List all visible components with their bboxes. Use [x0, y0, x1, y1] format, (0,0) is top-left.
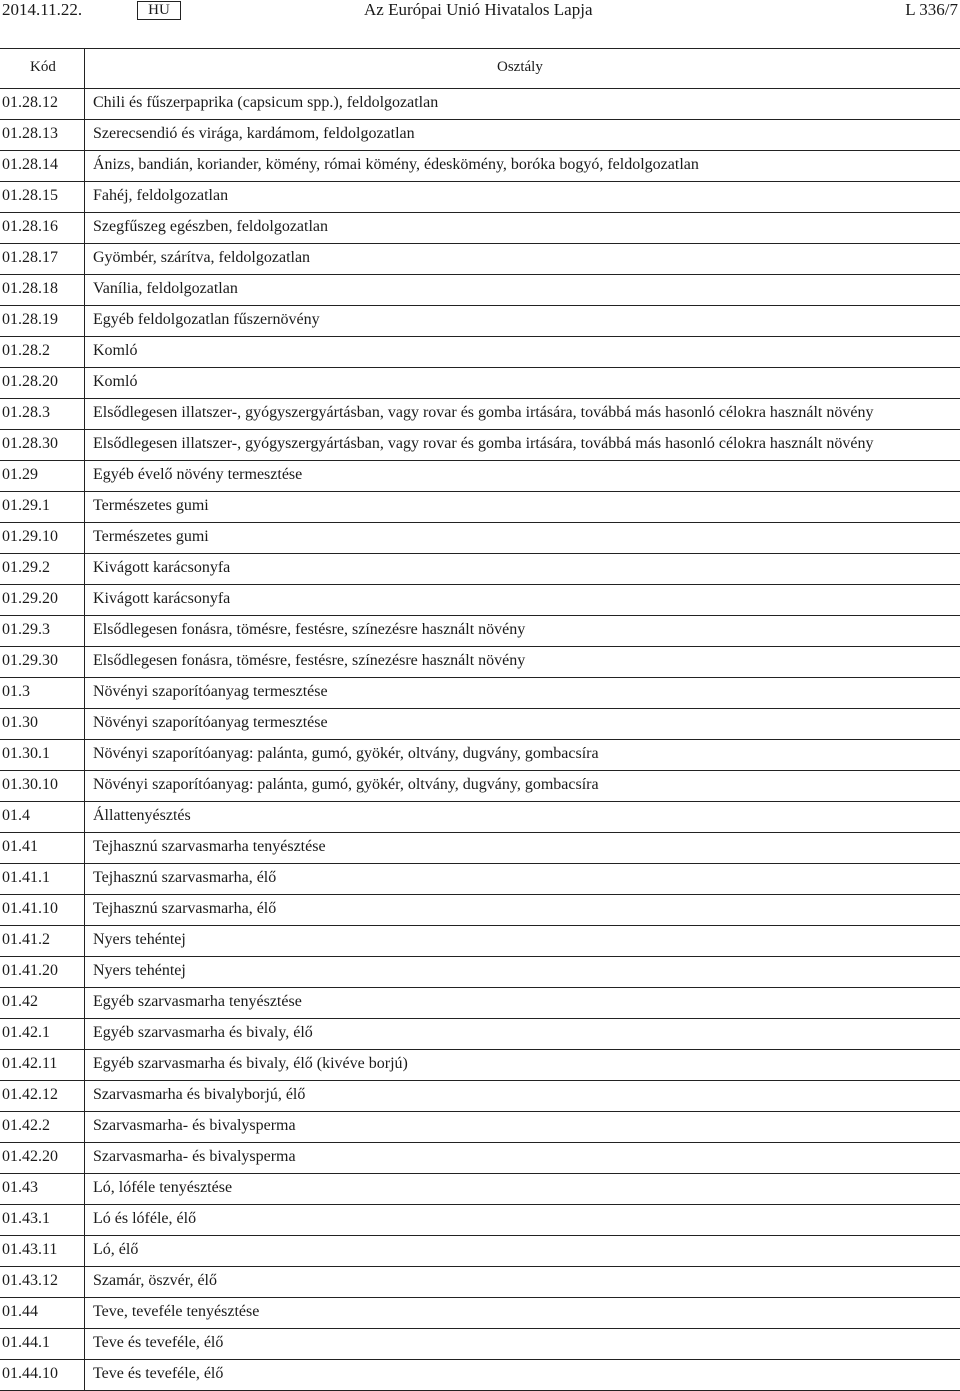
column-divider — [84, 1267, 85, 1297]
column-divider — [84, 585, 85, 615]
column-divider — [84, 1112, 85, 1142]
row-code: 01.28.16 — [2, 218, 58, 235]
row-code: 01.30 — [2, 714, 38, 731]
row-description: Ló és lóféle, élő — [93, 1210, 197, 1227]
row-description: Növényi szaporítóanyag termesztése — [93, 683, 328, 700]
row-code: 01.3 — [2, 683, 30, 700]
table-row — [0, 1328, 960, 1359]
column-divider — [84, 1019, 85, 1049]
table-row — [0, 1049, 960, 1080]
row-description: Elsődlegesen fonásra, tömésre, festésre, színezésre használt növény — [93, 621, 526, 638]
column-divider — [84, 1298, 85, 1328]
column-divider — [84, 337, 85, 367]
row-description: Vanília, feldolgozatlan — [93, 280, 238, 297]
table-row — [0, 181, 960, 212]
row-description: Elsődlegesen illatszer-, gyógyszergyártásban, vagy rovar és gomba irtására, továbbá más hasonló célokra használt növény — [93, 435, 874, 452]
table-row — [0, 1018, 960, 1049]
table-row — [0, 863, 960, 894]
column-divider — [84, 1360, 85, 1390]
page-number: L 336/7 — [905, 0, 958, 19]
column-divider — [84, 399, 85, 429]
row-code: 01.41.2 — [2, 931, 50, 948]
table-row — [0, 522, 960, 553]
row-code: 01.42.11 — [2, 1055, 58, 1072]
row-description: Szarvasmarha- és bivalysperma — [93, 1117, 296, 1134]
column-divider — [84, 306, 85, 336]
row-code: 01.29.2 — [2, 559, 50, 576]
column-divider — [84, 368, 85, 398]
row-code: 01.29.1 — [2, 497, 50, 514]
classification-table — [0, 88, 960, 1391]
table-row — [0, 615, 960, 646]
row-description: Ló, lóféle tenyésztése — [93, 1179, 233, 1196]
row-code: 01.41.20 — [2, 962, 58, 979]
row-description: Tejhasznú szarvasmarha tenyésztése — [93, 838, 326, 855]
column-divider — [84, 213, 85, 243]
row-code: 01.42.20 — [2, 1148, 58, 1165]
row-description: Állattenyésztés — [93, 807, 191, 824]
table-row — [0, 398, 960, 429]
row-description: Teve és tevefélе, élő — [93, 1365, 224, 1382]
row-description: Szarvasmarha és bivalyborjú, élő — [93, 1086, 306, 1103]
table-row — [0, 1142, 960, 1173]
table-top-rule — [0, 48, 960, 49]
row-description: Szegfűszeg egészben, feldolgozatlan — [93, 218, 329, 235]
row-code: 01.28.30 — [2, 435, 58, 452]
column-divider — [84, 1329, 85, 1359]
row-description: Gyömbér, szárítva, feldolgozatlan — [93, 249, 311, 266]
table-row — [0, 832, 960, 863]
row-code: 01.28.17 — [2, 249, 58, 266]
row-code: 01.30.10 — [2, 776, 58, 793]
row-description: Teve és tevefélе, élő — [93, 1334, 224, 1351]
row-description: Nyers tehéntej — [93, 931, 186, 948]
row-code: 01.28.20 — [2, 373, 58, 390]
table-row — [0, 212, 960, 243]
column-divider — [84, 89, 85, 119]
column-divider — [84, 678, 85, 708]
column-divider — [84, 1050, 85, 1080]
row-code: 01.44.10 — [2, 1365, 58, 1382]
row-code: 01.28.19 — [2, 311, 58, 328]
row-description: Teve, tevefélе tenyésztése — [93, 1303, 260, 1320]
table-row — [0, 646, 960, 677]
column-divider — [84, 833, 85, 863]
table-row — [0, 336, 960, 367]
publication-date: 2014.11.22. — [2, 0, 83, 19]
row-description: Növényi szaporítóanyag: palánta, gumó, gyökér, oltvány, dugvány, gombacsíra — [93, 776, 599, 793]
column-divider — [84, 926, 85, 956]
table-row — [0, 770, 960, 801]
row-code: 01.44.1 — [2, 1334, 50, 1351]
row-description: Növényi szaporítóanyag: palánta, gumó, gyökér, oltvány, dugvány, gombacsíra — [93, 745, 599, 762]
column-divider — [84, 461, 85, 491]
journal-title: Az Európai Unió Hivatalos Lapja — [364, 0, 593, 19]
row-code: 01.42.2 — [2, 1117, 50, 1134]
row-code: 01.28.15 — [2, 187, 58, 204]
table-row — [0, 367, 960, 398]
row-code: 01.28.12 — [2, 94, 58, 111]
column-divider — [84, 492, 85, 522]
table-row — [0, 1297, 960, 1328]
table-row — [0, 491, 960, 522]
table-row — [0, 925, 960, 956]
column-divider — [84, 430, 85, 460]
row-code: 01.28.18 — [2, 280, 58, 297]
row-description: Elsődlegesen illatszer-, gyógyszergyártásban, vagy rovar és gomba irtására, továbbá más hasonló célokra használt növény — [93, 404, 874, 421]
row-code: 01.28.13 — [2, 125, 58, 142]
row-code: 01.43.11 — [2, 1241, 58, 1258]
column-divider — [84, 151, 85, 181]
table-row — [0, 1080, 960, 1111]
table-row — [0, 243, 960, 274]
column-divider — [84, 957, 85, 987]
table-row — [0, 305, 960, 336]
column-divider — [84, 275, 85, 305]
column-divider — [84, 120, 85, 150]
table-row — [0, 708, 960, 739]
row-description: Természetes gumi — [93, 528, 209, 545]
column-divider — [84, 1205, 85, 1235]
row-description: Tejhasznú szarvasmarha, élő — [93, 869, 277, 886]
table-row — [0, 150, 960, 181]
row-description: Szamár, öszvér, élő — [93, 1272, 217, 1289]
column-divider — [84, 554, 85, 584]
table-row — [0, 1111, 960, 1142]
row-code: 01.42.12 — [2, 1086, 58, 1103]
table-row — [0, 956, 960, 987]
table-row — [0, 801, 960, 832]
column-divider — [84, 1081, 85, 1111]
row-code: 01.43 — [2, 1179, 38, 1196]
table-row — [0, 88, 960, 119]
row-code: 01.44 — [2, 1303, 38, 1320]
column-divider — [84, 1174, 85, 1204]
row-code: 01.28.14 — [2, 156, 58, 173]
table-row — [0, 987, 960, 1018]
row-description: Egyéb szarvasmarha és bivaly, élő (kivéve borjú) — [93, 1055, 408, 1072]
table-row — [0, 1359, 960, 1391]
row-description: Komló — [93, 342, 138, 359]
row-description: Egyéb évelő növény termesztése — [93, 466, 303, 483]
page-header — [0, 0, 960, 22]
row-code: 01.29.30 — [2, 652, 58, 669]
header-column-divider — [84, 48, 85, 88]
column-divider — [84, 802, 85, 832]
row-description: Nyers tehéntej — [93, 962, 186, 979]
column-divider — [84, 647, 85, 677]
table-row — [0, 429, 960, 460]
language-code-box: HU — [137, 1, 181, 20]
table-row — [0, 553, 960, 584]
column-divider — [84, 864, 85, 894]
table-row — [0, 1266, 960, 1297]
row-code: 01.29.3 — [2, 621, 50, 638]
row-description: Ló, élő — [93, 1241, 139, 1258]
table-row — [0, 1204, 960, 1235]
table-row — [0, 894, 960, 925]
row-description: Szerecsendió és virága, kardámom, feldolgozatlan — [93, 125, 415, 142]
row-description: Kivágott karácsonyfa — [93, 590, 231, 607]
row-description: Tejhasznú szarvasmarha, élő — [93, 900, 277, 917]
column-divider — [84, 1236, 85, 1266]
row-description: Komló — [93, 373, 138, 390]
column-divider — [84, 523, 85, 553]
row-description: Ánizs, bandián, koriander, kömény, római kömény, édeskömény, boróka bogyó, feldolgozatlan — [93, 156, 699, 173]
row-code: 01.28.3 — [2, 404, 50, 421]
table-row — [0, 1173, 960, 1204]
row-description: Növényi szaporítóanyag termesztése — [93, 714, 328, 731]
column-divider — [84, 740, 85, 770]
row-description: Egyéb szarvasmarha és bivaly, élő — [93, 1024, 313, 1041]
row-code: 01.41.1 — [2, 869, 50, 886]
column-divider — [84, 182, 85, 212]
row-code: 01.29.10 — [2, 528, 58, 545]
row-code: 01.43.1 — [2, 1210, 50, 1227]
row-description: Kivágott karácsonyfa — [93, 559, 231, 576]
column-divider — [84, 895, 85, 925]
row-code: 01.29 — [2, 466, 38, 483]
row-description: Chili és fűszerpaprika (capsicum spp.), feldolgozatlan — [93, 94, 439, 111]
column-header-code: Kód — [30, 59, 56, 75]
row-description: Egyéb szarvasmarha tenyésztése — [93, 993, 302, 1010]
row-code: 01.28.2 — [2, 342, 50, 359]
table-row — [0, 274, 960, 305]
column-divider — [84, 616, 85, 646]
column-divider — [84, 771, 85, 801]
table-row — [0, 460, 960, 491]
row-code: 01.41.10 — [2, 900, 58, 917]
table-row — [0, 739, 960, 770]
table-row — [0, 119, 960, 150]
column-divider — [84, 709, 85, 739]
column-divider — [84, 1143, 85, 1173]
row-code: 01.41 — [2, 838, 38, 855]
row-code: 01.29.20 — [2, 590, 58, 607]
column-divider — [84, 988, 85, 1018]
row-code: 01.42 — [2, 993, 38, 1010]
row-description: Fahéj, feldolgozatlan — [93, 187, 229, 204]
row-code: 01.43.12 — [2, 1272, 58, 1289]
table-row — [0, 1235, 960, 1266]
row-code: 01.42.1 — [2, 1024, 50, 1041]
row-description: Elsődlegesen fonásra, tömésre, festésre, színezésre használt növény — [93, 652, 526, 669]
row-code: 01.4 — [2, 807, 30, 824]
table-row — [0, 677, 960, 708]
row-description: Természetes gumi — [93, 497, 209, 514]
row-code: 01.30.1 — [2, 745, 50, 762]
column-header-class: Osztály — [497, 59, 543, 75]
column-divider — [84, 244, 85, 274]
row-description: Egyéb feldolgozatlan fűszernövény — [93, 311, 320, 328]
row-description: Szarvasmarha- és bivalysperma — [93, 1148, 296, 1165]
table-row — [0, 584, 960, 615]
